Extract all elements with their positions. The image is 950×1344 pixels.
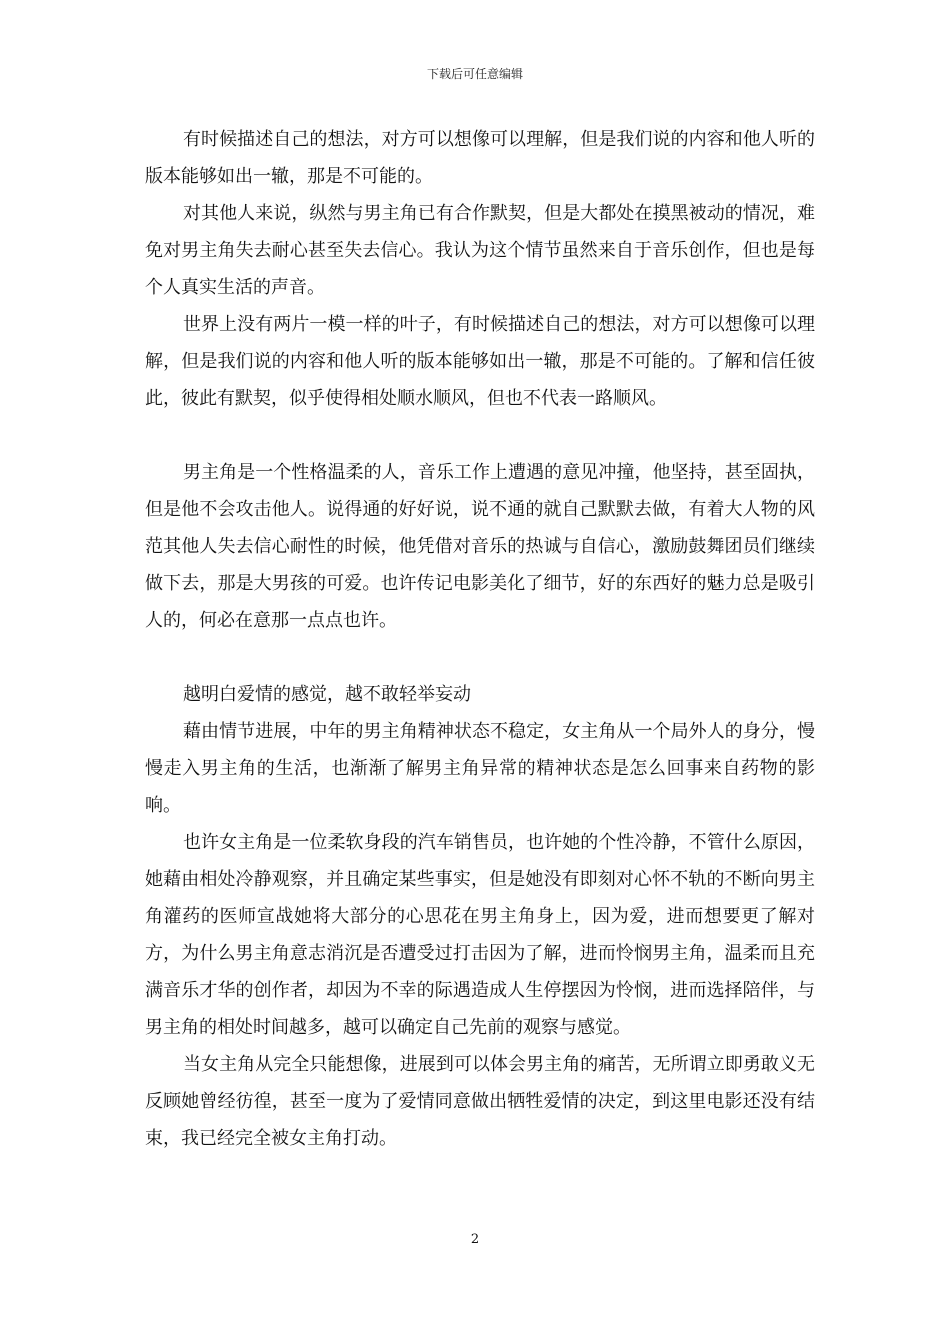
paragraph: 对其他人来说，纵然与男主角已有合作默契，但是大都处在摸黑被动的情况，难免对男主角失去耐心甚至失去信心。我认为这个情节虽然来自于音乐创作，但也是每个人真实生活的声音。 — [145, 203, 815, 298]
paragraph: 当女主角从完全只能想像，进展到可以体会男主角的痛苦，无所谓立即勇敢义无反顾她曾经彷徨，甚至一度为了爱情同意做出牺牲爱情的决定，到这里电影还没有结束，我已经完全被女主角打动。 — [145, 1054, 815, 1149]
document-body — [145, 121, 815, 1157]
paragraph: 有时候描述自己的想法，对方可以想像可以理解，但是我们说的内容和他人听的版本能够如出一辙，那是不可能的。 — [145, 129, 815, 187]
paragraph: 男主角是一个性格温柔的人，音乐工作上遭遇的意见冲撞，他坚持，甚至固执，但是他不会攻击他人。说得通的好好说，说不通的就自己默默去做，有着大人物的风范其他人失去信心耐性的时候，他凭借对音乐的热诚与自信心，激励鼓舞团员们继续做下去，那是大男孩的可爱。也许传记电影美化了细节，好的东西好的魅力总是吸引人的，何必在意那一点点也许。 — [145, 462, 815, 631]
page-number: 2 — [470, 1232, 480, 1247]
section-heading: 越明白爱情的感觉，越不敢轻举妄动 — [183, 684, 471, 705]
page-header: 下载后可任意编辑 — [426, 67, 523, 81]
paragraph: 也许女主角是一位柔软身段的汽车销售员，也许她的个性冷静，不管什么原因，她藉由相处冷静观察，并且确定某些事实，但是她没有即刻对心怀不轨的不断向男主角灌药的医师宣战她将大部分的心思花在男主角身上，因为爱，进而想要更了解对方，为什么男主角意志消沉是否遭受过打击因为了解，进而怜悯男主角，温柔而且充满音乐才华的创作者，却因为不幸的际遇造成人生停摆因为怜悯，进而选择陪伴，与男主角的相处时间越多，越可以确定自己先前的观察与感觉。 — [145, 832, 815, 1038]
paragraph: 世界上没有两片一模一样的叶子，有时候描述自己的想法，对方可以想像可以理解，但是我们说的内容和他人听的版本能够如出一辙，那是不可能的。了解和信任彼此，彼此有默契，似乎使得相处顺水顺风，但也不代表一路顺风。 — [145, 314, 815, 409]
paragraph: 藉由情节进展，中年的男主角精神状态不稳定，女主角从一个局外人的身分，慢慢走入男主角的生活，也渐渐了解男主角异常的精神状态是怎么回事来自药物的影响。 — [145, 721, 815, 816]
